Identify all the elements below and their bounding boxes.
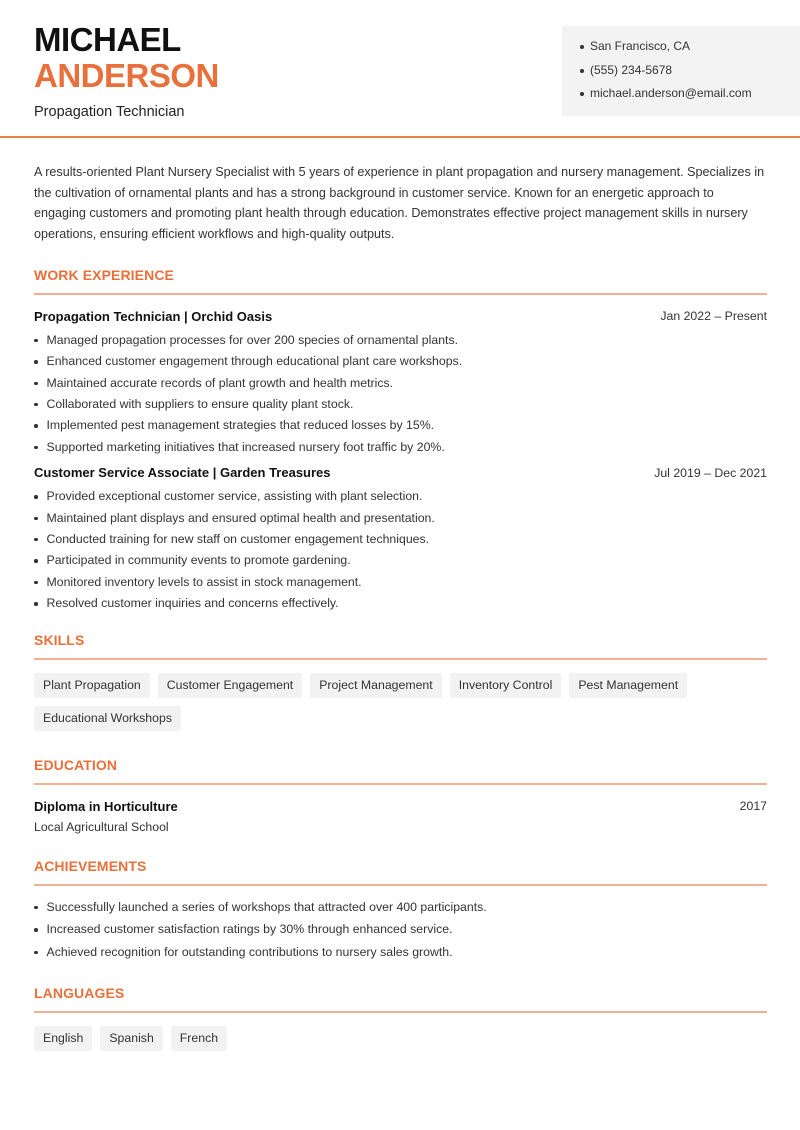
list-item: [34, 511, 767, 532]
list-item: [34, 900, 767, 923]
last-name: ANDERSON: [34, 57, 219, 94]
contact-location: [580, 39, 800, 63]
name-block: [34, 22, 219, 120]
list-item: [34, 553, 767, 574]
education-degree: Diploma in Horticulture: [34, 798, 178, 814]
bullet-icon: [34, 446, 38, 450]
bullet-icon: [34, 581, 38, 585]
skill-chip: Project Management: [310, 673, 441, 698]
skill-chip: Inventory Control: [450, 673, 562, 698]
skill-chip: Customer Engagement: [158, 673, 302, 698]
skill-chip: Educational Workshops: [34, 706, 181, 731]
bullet-text: Maintained accurate records of plant growth and health metrics.: [46, 375, 394, 390]
job-dates: Jan 2022 – Present: [660, 309, 767, 324]
skill-chip: Plant Propagation: [34, 673, 150, 698]
job-title: Propagation Technician: [34, 104, 185, 120]
bullet-icon: [580, 69, 584, 73]
bullet-icon: [34, 495, 38, 499]
bullet-text: Conducted training for new staff on customer engagement techniques.: [46, 531, 430, 546]
bullet-icon: [34, 517, 38, 521]
bullet-text: Resolved customer inquiries and concerns effectively.: [46, 596, 339, 611]
contact-email-text: michael.anderson@email.com: [590, 86, 752, 100]
skills-list: [34, 673, 767, 731]
list-item: [34, 333, 767, 354]
list-item: [34, 376, 767, 397]
job-bullets: [34, 489, 767, 617]
education-details: [34, 799, 178, 834]
contact-phone: [580, 63, 800, 87]
bullet-icon: [34, 538, 38, 542]
bullet-text: Provided exceptional customer service, assisting with plant selection.: [46, 489, 423, 504]
first-name: MICHAEL: [34, 21, 181, 58]
bullet-text: Maintained plant displays and ensured optimal health and presentation.: [46, 510, 435, 525]
bullet-text: Supported marketing initiatives that increased nursery foot traffic by 20%.: [46, 439, 445, 454]
bullet-icon: [34, 602, 38, 606]
bullet-icon: [34, 403, 38, 407]
contact-box: [562, 26, 800, 116]
achievements-list: [34, 900, 767, 968]
job-entry: [34, 465, 767, 617]
education-school: Local Agricultural School: [34, 819, 169, 834]
bullet-text: Achieved recognition for outstanding contributions to nursery sales growth.: [46, 944, 453, 959]
bullet-text: Managed propagation processes for over 200 species of ornamental plants.: [46, 332, 459, 347]
resume-header: [0, 0, 800, 138]
bullet-icon: [34, 906, 38, 910]
bullet-icon: [580, 45, 584, 49]
list-item: [34, 489, 767, 510]
bullet-icon: [580, 92, 584, 96]
bullet-icon: [34, 951, 38, 955]
bullet-icon: [34, 339, 38, 343]
section-title-languages: LANGUAGES: [34, 985, 767, 1013]
language-chip: English: [34, 1026, 92, 1051]
section-title-achievements: ACHIEVEMENTS: [34, 858, 767, 886]
bullet-icon: [34, 382, 38, 386]
bullet-text: Implemented pest management strategies that reduced losses by 15%.: [46, 418, 435, 433]
languages-list: [34, 1026, 767, 1051]
list-item: [34, 532, 767, 553]
list-item: [34, 397, 767, 418]
job-bullets: [34, 333, 767, 461]
job-role: Propagation Technician | Orchid Oasis: [34, 308, 273, 324]
job-entry: [34, 309, 767, 461]
bullet-text: Enhanced customer engagement through educational plant care workshops.: [46, 354, 463, 369]
language-chip: Spanish: [100, 1026, 162, 1051]
bullet-icon: [34, 360, 38, 364]
list-item: [34, 945, 767, 968]
bullet-icon: [34, 424, 38, 428]
bullet-icon: [34, 928, 38, 932]
bullet-icon: [34, 559, 38, 563]
contact-email: [580, 86, 800, 110]
summary: A results-oriented Plant Nursery Specialist with 5 years of experience in plant propagation and nursery management. Specializes in the cultivation of ornamental plants and has a strong background in customer service. Known for an energetic approach to engaging customers and promoting plant health through education. Demonstrates effective project management skills in nursery operations, ensuring efficient workflows and high-quality outputs.: [34, 165, 765, 242]
section-title-work-experience: WORK EXPERIENCE: [34, 267, 767, 295]
resume-body: [34, 162, 767, 1051]
bullet-text: Monitored inventory levels to assist in stock management.: [46, 574, 362, 589]
skill-chip: Pest Management: [569, 673, 687, 698]
language-chip: French: [171, 1026, 227, 1051]
list-item: [34, 354, 767, 375]
education-year: 2017: [739, 798, 767, 813]
list-item: [34, 575, 767, 596]
bullet-text: Increased customer satisfaction ratings by 30% through enhanced service.: [46, 922, 453, 936]
bullet-text: Successfully launched a series of workshops that attracted over 400 participants.: [46, 899, 487, 914]
contact-location-text: San Francisco, CA: [590, 39, 691, 53]
job-header: [34, 465, 767, 480]
list-item: [34, 596, 767, 617]
job-header: [34, 309, 767, 324]
section-title-education: EDUCATION: [34, 757, 767, 785]
list-item: [34, 418, 767, 439]
section-title-skills: SKILLS: [34, 632, 767, 660]
bullet-text: Collaborated with suppliers to ensure quality plant stock.: [46, 396, 354, 411]
education-entry: [34, 799, 767, 834]
bullet-text: Participated in community events to promote gardening.: [46, 553, 351, 568]
list-item: [34, 922, 767, 945]
job-role: Customer Service Associate | Garden Treasures: [34, 465, 331, 481]
list-item: [34, 440, 767, 461]
job-dates: Jul 2019 – Dec 2021: [654, 465, 767, 480]
contact-phone-text: (555) 234-5678: [590, 62, 673, 77]
